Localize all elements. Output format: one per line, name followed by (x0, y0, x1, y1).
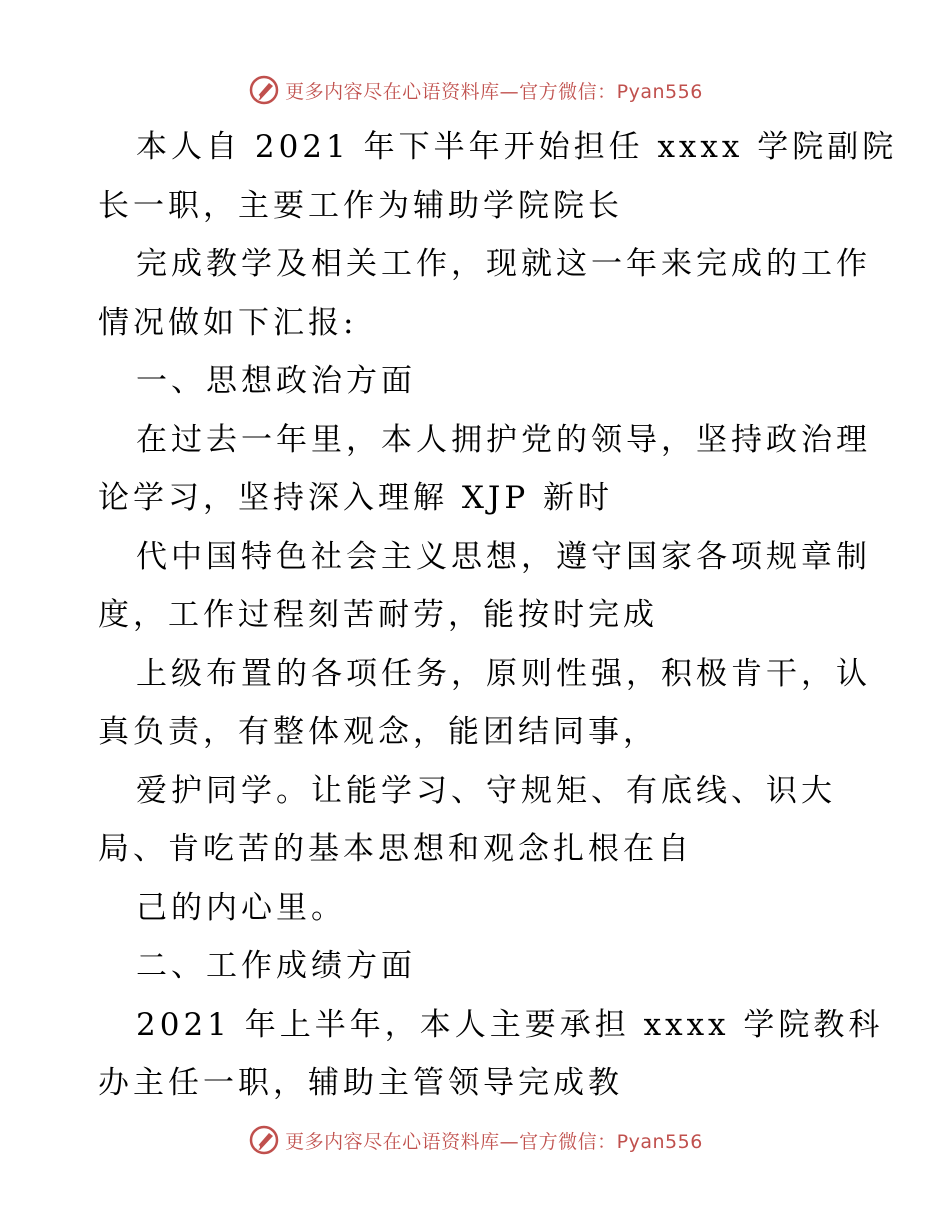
paragraph-line: 度，工作过程刻苦耐劳，能按时完成 (98, 597, 658, 633)
paragraph-line: 2021 年上半年，本人主要承担 xxxx 学院教科 (136, 1006, 884, 1043)
paragraph-line: 在过去一年里，本人拥护党的领导，坚持政治理 (136, 421, 871, 458)
paragraph-line: 完成教学及相关工作，现就这一年来完成的工作 (136, 246, 871, 282)
paragraph-line: 办主任一职，辅助主管领导完成教 (98, 1065, 623, 1101)
section-heading: 二、工作成绩方面 (136, 948, 416, 984)
watermark-text: 更多内容尽在心语资料库—官方微信：Pyan556 (285, 80, 703, 103)
paragraph-line: 长一职，主要工作为辅助学院院长 (98, 187, 623, 224)
paragraph-line: 爱护同学。让能学习、守规矩、有底线、识大 (136, 772, 836, 809)
section-heading: 一、思想政治方面 (136, 363, 416, 399)
paragraph-line: 论学习，坚持深入理解 XJP 新时 (98, 480, 614, 516)
paragraph-line: 代中国特色社会主义思想，遵守国家各项规章制 (136, 538, 871, 575)
watermark-banner-top (0, 70, 950, 110)
watermark-text: 更多内容尽在心语资料库—官方微信：Pyan556 (285, 1130, 703, 1153)
pen-circle-logo-icon (247, 1123, 281, 1157)
paragraph-line: 己的内心里。 (136, 889, 346, 926)
watermark-banner-bottom (0, 1120, 950, 1160)
paragraph-line: 情况做如下汇报: (98, 304, 358, 341)
paragraph-line: 上级布置的各项任务，原则性强，积极肯干，认 (136, 655, 871, 692)
paragraph-line: 局、肯吃苦的基本思想和观念扎根在自 (98, 831, 693, 867)
paragraph-line: 真负责，有整体观念，能团结同事， (98, 714, 658, 750)
pen-circle-logo-icon (247, 73, 281, 107)
document-body (98, 118, 898, 1113)
paragraph-line: 本人自 2021 年下半年开始担任 xxxx 学院副院 (136, 129, 898, 165)
